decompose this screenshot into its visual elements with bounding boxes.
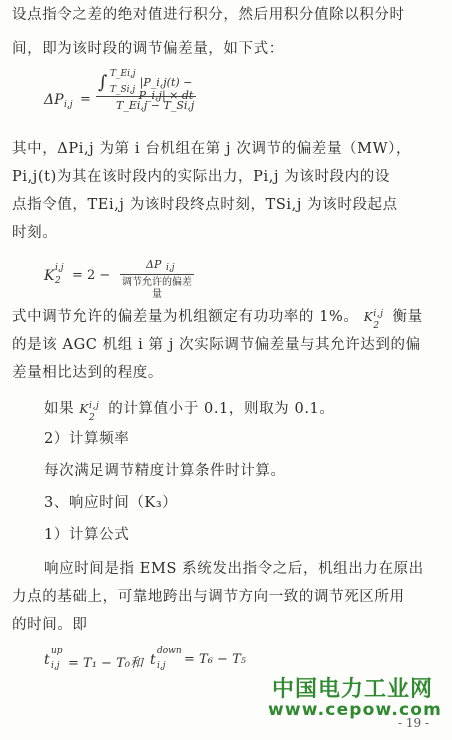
paragraph3-line1-b: 衡量 bbox=[392, 309, 423, 325]
formula3-t1: t bbox=[44, 652, 50, 668]
watermark-title: 中国电力工业网 bbox=[272, 677, 434, 702]
formula1-lhs: ΔP bbox=[44, 92, 64, 108]
formula2-lhs-sub: 2 bbox=[55, 276, 61, 286]
paragraph6-line2: 力点的基础上，可靠地跨出与调节方向一致的调节死区所用 bbox=[12, 589, 405, 605]
paragraph3-line1-a: 式中调节允许的偏差量为机组额定有功功率的 1%。 bbox=[12, 309, 359, 325]
formula1-denominator: T_Ei,j − T_Si,j bbox=[116, 99, 195, 112]
paragraph3-line1 bbox=[12, 306, 440, 331]
formula1-lhs-sub: i,j bbox=[64, 100, 73, 110]
paragraph1-line1: 设点指令之差的绝对值进行积分，然后用积分值除以积分时 bbox=[12, 7, 405, 23]
paragraph2-line2: Pi,j(t)为其在该时段内的实际出力，Pi,j 为该时段内的设 bbox=[12, 169, 390, 185]
formula3-t2-sub: i,j bbox=[157, 661, 166, 671]
paragraph3-k-sup: i,j bbox=[373, 309, 384, 319]
formula1-numerator: |P_i,j(t) − P_i,j| × dt bbox=[138, 76, 194, 102]
formula2-denominator: 调节允许的偏差量 bbox=[122, 277, 192, 300]
section-4-heading: 1）计算公式 bbox=[44, 527, 130, 543]
paragraph4 bbox=[44, 398, 440, 423]
formula3-t1-sup: up bbox=[51, 646, 63, 656]
formula3-eq1: = T₁ − T₀和 bbox=[68, 656, 143, 671]
document-page: 设点指令之差的绝对值进行积分，然后用积分值除以积分时 间，即为该时段的调节偏差量，如下式： ΔP i,j = ∫ T_Ei,j T_Si,j |P_i,j(t) − P_i,j| × dt T_Ei,j − T_Si,j 其中，ΔPi,j 为第 i 台机组在第 j 次调节的偏差量（MW）， Pi,j(t)为其在该时段内的实际出力，Pi,j 为该时段内的设 点指令值，TEi,j 为该时段终点时刻，TSi,j 为该时段起点 时刻。 K i,j 2 = 2 − ΔP i,j 调节允许的偏差量 式中调节允许的偏差量为机组额定有功功率的 1%。 K i,j 2 衡量 的是该 AGC 机组 i 第 j 次实际调节偏差量与其允许达到的偏 差量相比达到的程度。 如果 K i,j 2 的计算值小于 0.1，则取为 0.1。 2）计算频率 每次满足调节精度计算条件时计算。 3、响应时间（K₃） 1）计算公式 响应时间是指 EMS 系统发出指令之后，机组出力在原出 力点的基础上，可靠地跨出与调节方向一致的调节死区所用 的时间。即 t up i,j = T₁ − T₀和 t down i,j = T₆ − T₅ 中国电力工业网 www.cepow.com - 19 - bbox=[0, 0, 452, 740]
formula3-eq2: = T₆ − T₅ bbox=[184, 652, 246, 667]
formula3-t1-sub: i,j bbox=[51, 661, 60, 671]
paragraph2-line1: 其中，ΔPi,j 为第 i 台机组在第 j 次调节的偏差量（MW）， bbox=[12, 141, 412, 157]
paragraph3-k-sub: 2 bbox=[373, 321, 380, 331]
paragraph2-line4: 时刻。 bbox=[12, 225, 58, 241]
formula2-numerator-sub: i,j bbox=[166, 263, 175, 273]
formula2-numerator: ΔP bbox=[146, 258, 162, 271]
formula1-fraction: ∫ T_Ei,j T_Si,j |P_i,j(t) − P_i,j| × dt T_Ei,j − T_Si,j bbox=[98, 69, 195, 112]
paragraph5: 每次满足调节精度计算条件时计算。 bbox=[44, 463, 286, 479]
page-number: - 19 - bbox=[398, 716, 430, 730]
formula2-eq: = 2 − bbox=[72, 268, 111, 283]
formula3-t2-sup: down bbox=[157, 646, 182, 656]
section-3-heading: 3、响应时间（K₃） bbox=[44, 495, 178, 511]
paragraph6-line3: 的时间。即 bbox=[12, 617, 88, 633]
formula1-int-upper: T_Ei,j bbox=[110, 69, 136, 79]
formula3-t2: t bbox=[150, 652, 156, 668]
paragraph3-line3: 差量相比达到的程度。 bbox=[12, 365, 163, 381]
paragraph6-line1: 响应时间是指 EMS 系统发出指令之后，机组出力在原出 bbox=[44, 561, 424, 577]
paragraph4-k-sub: 2 bbox=[89, 413, 96, 423]
paragraph4-a: 如果 bbox=[44, 401, 75, 417]
paragraph4-k: K bbox=[79, 402, 89, 416]
formula2-lhs: K bbox=[44, 268, 55, 284]
paragraph3-k: K bbox=[363, 310, 374, 324]
formula1-int-lower: T_Si,j bbox=[110, 85, 136, 95]
paragraph4-k-sup: i,j bbox=[89, 401, 100, 411]
formula2-fraction bbox=[120, 258, 194, 301]
paragraph1-line2: 间，即为该时段的调节偏差量，如下式： bbox=[12, 41, 284, 57]
paragraph3-line2: 的是该 AGC 机组 i 第 j 次实际调节偏差量与其允许达到的偏 bbox=[12, 337, 421, 353]
paragraph4-b: 的计算值小于 0.1，则取为 0.1。 bbox=[108, 401, 335, 417]
section-2-heading: 2）计算频率 bbox=[44, 431, 130, 447]
formula2-lhs-sup: i,j bbox=[55, 263, 64, 273]
paragraph2-line3: 点指令值，TEi,j 为该时段终点时刻，TSi,j 为该时段起点 bbox=[12, 197, 398, 213]
watermark-url: www.cepow.com bbox=[268, 700, 443, 720]
